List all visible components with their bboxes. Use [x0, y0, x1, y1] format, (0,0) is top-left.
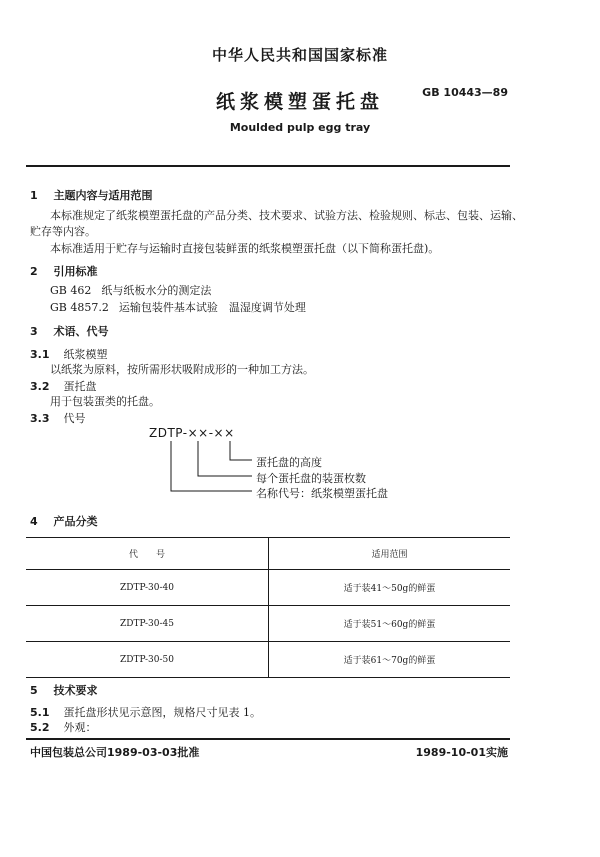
table-cell-scope: 适于装61～70g的鲜蛋 — [269, 642, 511, 678]
section-1-title: 主题内容与适用范围 — [53, 189, 153, 202]
section-1-para-1a: 本标准规定了纸浆模塑蛋托盘的产品分类、技术要求、试验方法、检验规则、标志、包装、运输、 — [50, 209, 523, 222]
section-3-2-number: 3.2 — [30, 380, 50, 393]
reference-code: GB 4857.2 — [50, 301, 109, 314]
section-5-1 — [30, 704, 261, 720]
section-3-number: 3 — [30, 325, 38, 338]
section-3-1-title: 纸浆模塑 — [63, 348, 108, 361]
table-cell-scope: 适于装51～60g的鲜蛋 — [269, 606, 511, 642]
document-title: 纸浆模塑蛋托盘 — [215, 91, 384, 113]
section-5-title: 技术要求 — [53, 684, 98, 697]
table-row — [26, 570, 510, 606]
reference-code: GB 462 — [50, 284, 92, 297]
table-header-scope: 适用范围 — [269, 538, 511, 570]
footer-rule — [26, 738, 510, 740]
section-4-number: 4 — [30, 515, 38, 528]
section-5-number: 5 — [30, 684, 38, 697]
section-3-1-number: 3.1 — [30, 348, 50, 361]
section-1-para-1b: 贮存等内容。 — [30, 225, 96, 238]
section-4-heading — [30, 513, 98, 529]
product-code: ZDTP-××-×× — [149, 426, 235, 440]
table-row — [26, 606, 510, 642]
table-cell-code: ZDTP-30-45 — [26, 606, 269, 642]
code-label-height: 蛋托盘的高度 — [256, 456, 322, 469]
table-row — [26, 642, 510, 678]
code-label-name: 名称代号：纸浆模塑蛋托盘 — [256, 487, 388, 500]
standard-number: GB 10443—89 — [422, 86, 508, 99]
table-cell-code: ZDTP-30-50 — [26, 642, 269, 678]
leader-line-name — [171, 441, 252, 491]
reference-title: 纸与纸板水分的测定法 — [101, 284, 212, 297]
standard-body: 中华人民共和国国家标准 — [211, 46, 388, 64]
reference-title: 运输包装件基本试验 温湿度调节处理 — [118, 301, 306, 314]
section-3-3-title: 代号 — [63, 412, 86, 425]
section-5-2-text: 外观： — [63, 721, 97, 734]
english-title: Moulded pulp egg tray — [229, 121, 371, 134]
section-1-number: 1 — [30, 189, 38, 202]
section-2-title: 引用标准 — [53, 265, 98, 278]
section-5-1-text: 蛋托盘形状见示意图，规格尺寸见表 1。 — [63, 706, 261, 719]
section-3-2-text: 用于包装蛋类的托盘。 — [50, 395, 160, 408]
section-3-title: 术语、代号 — [53, 325, 109, 338]
section-5-1-number: 5.1 — [30, 706, 50, 719]
section-1-para-2: 本标准适用于贮存与运输时直接包装鲜蛋的纸浆模塑蛋托盘（以下简称蛋托盘)。 — [50, 242, 440, 255]
section-3-3-number: 3.3 — [30, 412, 50, 425]
section-5-heading — [30, 682, 98, 698]
table-header-code: 代 号 — [26, 538, 269, 570]
section-3-2-title: 蛋托盘 — [63, 380, 97, 393]
section-5-2 — [30, 719, 97, 735]
section-3-1-text: 以纸浆为原料，按所需形状吸附成形的一种加工方法。 — [50, 363, 314, 376]
table-cell-scope: 适于装41～50g的鲜蛋 — [269, 570, 511, 606]
section-5-2-number: 5.2 — [30, 721, 50, 734]
leader-line-height — [230, 441, 252, 460]
table-cell-code: ZDTP-30-40 — [26, 570, 269, 606]
table-header-row — [26, 538, 510, 570]
leader-line-count — [198, 441, 252, 476]
effective-date: 1989-10-01实施 — [415, 746, 508, 759]
code-label-count: 每个蛋托盘的装蛋枚数 — [256, 472, 366, 485]
product-classification-table — [26, 537, 510, 678]
section-2-number: 2 — [30, 265, 38, 278]
approval-date: 中国包装总公司1989-03-03批准 — [30, 746, 200, 759]
section-4-title: 产品分类 — [53, 515, 98, 528]
